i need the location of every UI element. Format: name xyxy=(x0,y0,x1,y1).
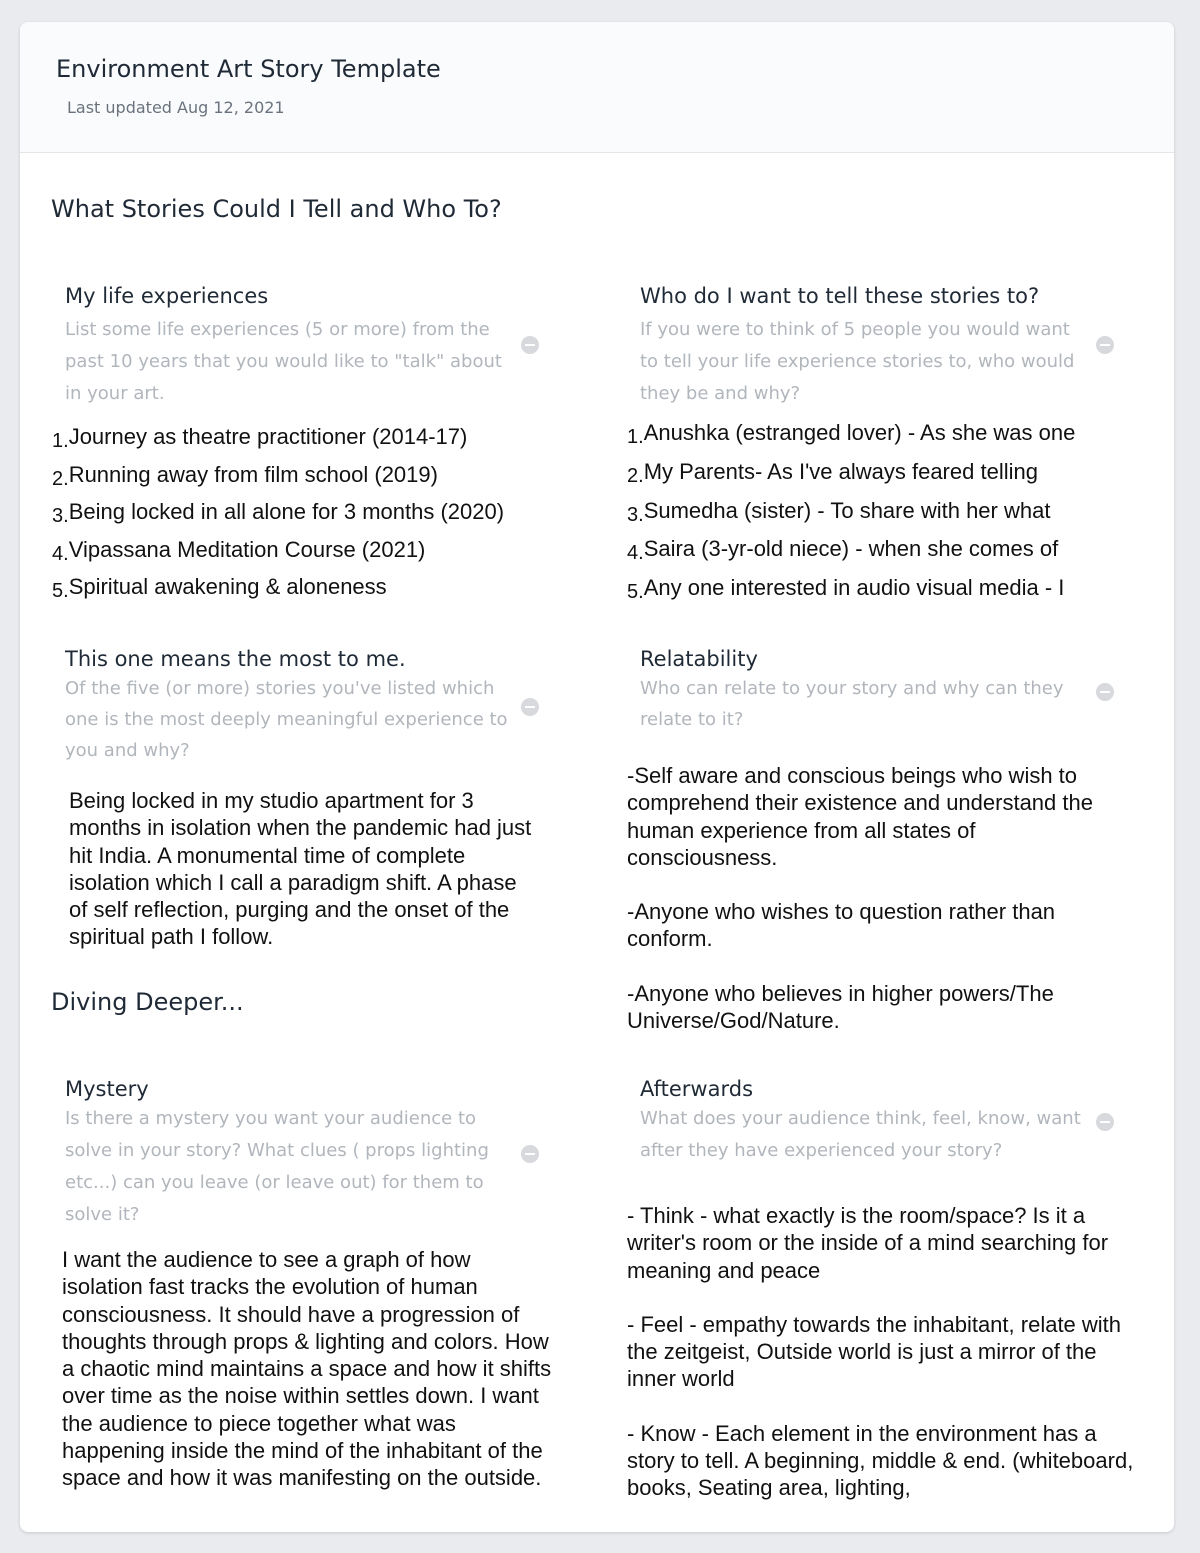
mystery-title: Mystery xyxy=(65,1077,149,1101)
afterwards-paragraph: - Feel - empathy towards the inhabitant, relate with the zeitgeist, Outside world is just a mirror of the inner world xyxy=(627,1311,1122,1392)
relatability-paragraph: -Anyone who believes in higher powers/The Universe/God/Nature. xyxy=(627,980,1054,1034)
list-item: 2.My Parents- As I've always feared telling xyxy=(627,458,1038,487)
list-item: 1.Anushka (estranged lover) - As she was one xyxy=(627,420,1076,448)
relatability-title: Relatability xyxy=(640,647,758,671)
relatability-block xyxy=(640,647,1085,735)
mystery-hint: Is there a mystery you want your audience to solve in your story? What clues ( props lighting etc...) can you leave (or leave out) for them to solve it? xyxy=(65,1108,489,1225)
relatability-paragraph: -Self aware and conscious beings who wish to comprehend their existence and understand the human experience from all states of consciousness. xyxy=(627,763,1093,870)
afterwards-paragraph: - Think - what exactly is the room/space? Is it a writer's room or the inside of a mind searching for meaning and peace xyxy=(627,1203,1109,1283)
life-experiences-block xyxy=(65,284,510,410)
audience-title: Who do I want to tell these stories to? xyxy=(640,284,1040,308)
last-updated: Last updated Aug 12, 2021 xyxy=(67,98,285,117)
document-header xyxy=(20,22,1174,153)
life-experiences-hint: List some life experiences (5 or more) from the past 10 years that you would like to "talk" about in your art. xyxy=(65,319,502,404)
list-item: 5.Any one interested in audio visual media - I xyxy=(627,575,1065,604)
document-card xyxy=(20,22,1174,1532)
collapse-icon[interactable] xyxy=(521,698,539,716)
section-title-stories: What Stories Could I Tell and Who To? xyxy=(51,195,502,223)
mystery-answer: I want the audience to see a graph of how isolation fast tracks the evolution of human consciousness. It should have a progression of thoughts through props & lighting and colors. How a chaotic mind maintains a space and how it shifts over time as the noise within settles down. I want the audience to piece together what was happening inside the mind of the inhabitant of the space and how it was manifesting on the outside. xyxy=(62,1247,552,1491)
relatability-paragraph: -Anyone who wishes to question rather than conform. xyxy=(627,899,1056,952)
list-item: 5.Spiritual awakening & aloneness xyxy=(52,574,387,602)
list-item: 2.Running away from film school (2019) xyxy=(52,461,438,490)
audience-block xyxy=(640,284,1085,410)
collapse-icon[interactable] xyxy=(521,1145,539,1163)
relatability-answer xyxy=(627,762,1127,1061)
section-title-deeper: Diving Deeper... xyxy=(51,988,244,1016)
afterwards-paragraph: - Know - Each element in the environment has a story to tell. A beginning, middle & end. (whiteboard, books, Seating area, lighting, xyxy=(627,1420,1134,1501)
relatability-hint: Who can relate to your story and why can they relate to it? xyxy=(640,678,1064,730)
document-title: Environment Art Story Template xyxy=(56,55,441,83)
list-item: 3.Being locked in all alone for 3 months (2020) xyxy=(52,499,505,527)
collapse-icon[interactable] xyxy=(1096,683,1114,701)
afterwards-title: Afterwards xyxy=(640,1077,754,1101)
most-meaningful-hint: Of the five (or more) stories you've listed which one is the most deeply meaningful experience to you and why? xyxy=(65,678,508,761)
list-item: 4.Vipassana Meditation Course (2021) xyxy=(52,536,426,565)
life-experiences-list xyxy=(52,424,504,612)
life-experiences-title: My life experiences xyxy=(65,284,269,308)
afterwards-hint: What does your audience think, feel, know, want after they have experienced your story? xyxy=(640,1108,1081,1161)
most-meaningful-answer: Being locked in my studio apartment for 3 months in isolation when the pandemic had just hit India. A monumental time of complete isolation which I call a paradigm shift. A phase of self reflection, purging and the onset of the spiritual path I follow. xyxy=(69,788,532,950)
collapse-icon[interactable] xyxy=(1096,336,1114,354)
audience-list xyxy=(627,420,1147,614)
list-item: 1.Journey as theatre practitioner (2014-17) xyxy=(52,424,468,452)
most-meaningful-title: This one means the most to me. xyxy=(65,647,406,671)
collapse-icon[interactable] xyxy=(1096,1113,1114,1131)
afterwards-answer xyxy=(627,1202,1147,1502)
audience-hint: If you were to think of 5 people you would want to tell your life experience stories to, who would they be and why? xyxy=(640,319,1075,404)
mystery-block xyxy=(65,1077,510,1231)
list-item: 4.Saira (3-yr-old niece) - when she comes of xyxy=(627,536,1059,565)
list-item: 3.Sumedha (sister) - To share with her what xyxy=(627,497,1051,526)
collapse-icon[interactable] xyxy=(521,336,539,354)
afterwards-block xyxy=(640,1077,1085,1167)
most-meaningful-block xyxy=(65,647,515,766)
